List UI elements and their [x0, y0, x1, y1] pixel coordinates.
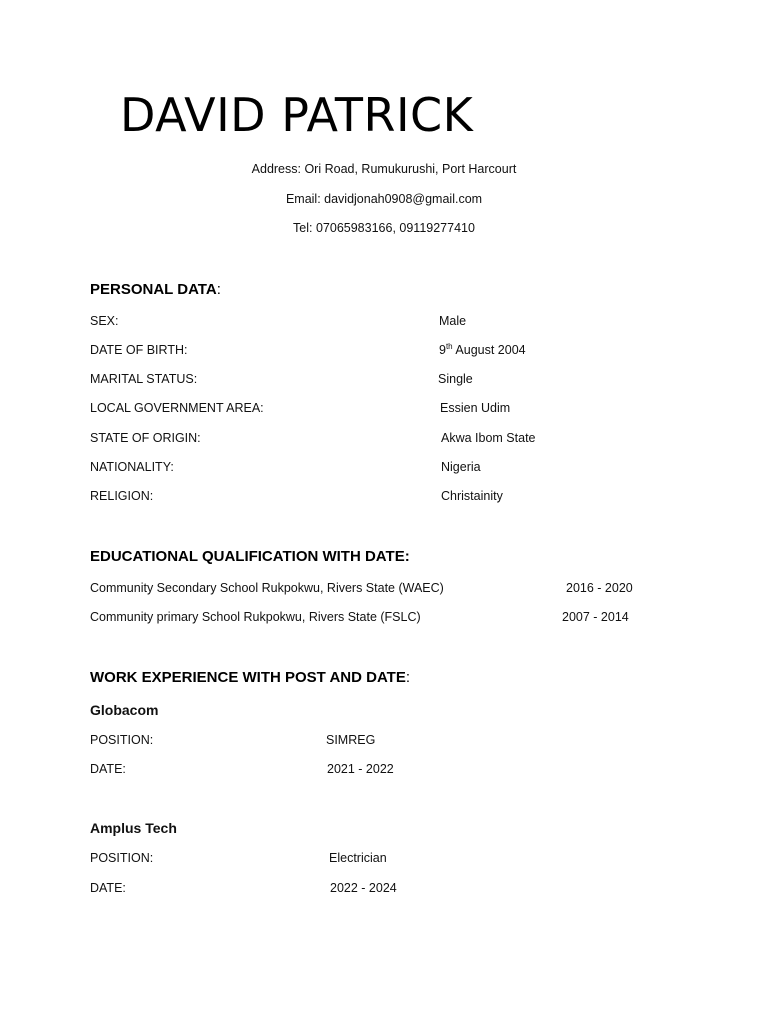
education-item-school: Community Secondary School Rukpokwu, Rivers State (WAEC)	[90, 581, 444, 595]
state-of-origin-label: STATE OF ORIGIN:	[90, 431, 201, 445]
email-line	[0, 192, 768, 206]
religion-value: Christainity	[441, 489, 503, 503]
date-value: 2021 - 2022	[327, 762, 394, 776]
nationality-value: Nigeria	[441, 460, 481, 474]
dob-value	[439, 343, 526, 357]
sex-label: SEX:	[90, 314, 119, 328]
religion-label: RELIGION:	[90, 489, 154, 503]
date-value: 2022 - 2024	[330, 881, 397, 895]
company-name-globacom: Globacom	[90, 702, 159, 718]
dob-label: DATE OF BIRTH:	[90, 343, 188, 357]
date-label: DATE:	[90, 881, 126, 895]
phone-text: Tel: 07065983166, 09119277410	[293, 221, 475, 235]
dob-day: 9	[439, 343, 446, 357]
lga-value: Essien Udim	[440, 401, 511, 415]
work-experience-heading	[90, 669, 410, 686]
state-of-origin-value: Akwa Ibom State	[441, 431, 536, 445]
education-heading: EDUCATIONAL QUALIFICATION WITH DATE:	[90, 548, 410, 565]
sex-value: Male	[439, 314, 467, 328]
address-line	[0, 162, 768, 176]
dob-rest: August 2004	[452, 343, 526, 357]
dob-ordinal: th	[445, 341, 453, 351]
address-text: Address: Ori Road, Rumukurushi, Port Harcourt	[251, 162, 517, 176]
education-item-date: 2016 - 2020	[566, 581, 633, 595]
education-item-date: 2007 - 2014	[562, 610, 629, 624]
position-label: POSITION:	[90, 851, 154, 865]
date-label: DATE:	[90, 762, 126, 776]
company-name-amplus-tech: Amplus Tech	[90, 820, 177, 836]
work-experience-heading-colon: :	[405, 669, 411, 686]
personal-data-heading-text: PERSONAL DATA	[90, 281, 217, 298]
education-item-school: Community primary School Rukpokwu, Rivers State (FSLC)	[90, 610, 421, 624]
position-value: SIMREG	[326, 733, 376, 747]
marital-status-value: Single	[438, 372, 473, 386]
personal-data-heading-colon: :	[216, 281, 221, 298]
lga-label: LOCAL GOVERNMENT AREA:	[90, 401, 264, 415]
candidate-name: DAVID PATRICK	[120, 88, 474, 142]
nationality-label: NATIONALITY:	[90, 460, 174, 474]
position-value: Electrician	[329, 851, 387, 865]
email-text: Email: davidjonah0908@gmail.com	[285, 192, 483, 206]
personal-data-heading	[90, 281, 221, 298]
phone-line	[0, 221, 768, 235]
marital-status-label: MARITAL STATUS:	[90, 372, 198, 386]
work-experience-heading-text: WORK EXPERIENCE WITH POST AND DATE	[90, 669, 406, 686]
position-label: POSITION:	[90, 733, 154, 747]
